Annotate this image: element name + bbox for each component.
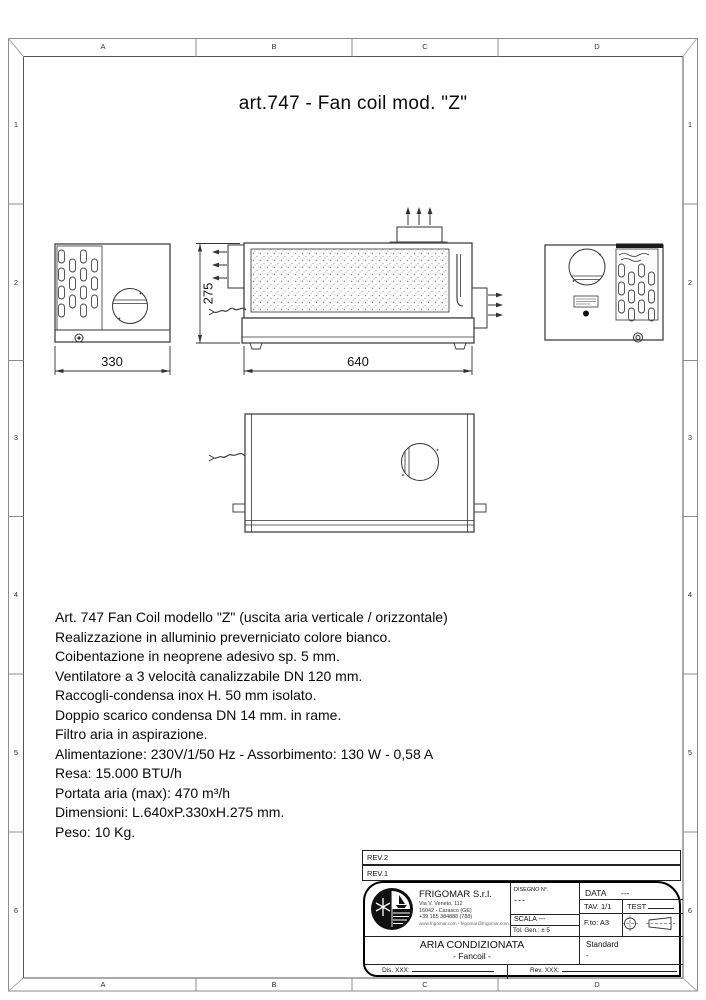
revision-row-1 xyxy=(362,865,681,881)
frame-row-label: 2 xyxy=(13,278,19,287)
spec-line: Portata aria (max): 470 m³/h xyxy=(55,784,231,801)
scala-field: SCALA --- xyxy=(514,916,546,923)
spec-line: Coibentazione in neoprene adesivo sp. 5 mm. xyxy=(55,648,340,664)
frame-col-label: B xyxy=(271,979,277,989)
spec-line: Dimensioni: L.640xP.330xH.275 mm. xyxy=(55,804,285,820)
company-phone: +39 185 384888 (788) xyxy=(419,914,473,920)
dis-field xyxy=(382,967,494,974)
spec-line: Filtro aria in aspirazione. xyxy=(55,726,208,742)
spec-line: Peso: 10 Kg. xyxy=(55,823,136,840)
frame-col-label: D xyxy=(594,979,600,989)
company-name: FRIGOMAR S.r.l. xyxy=(419,889,492,900)
frame-row-label: 1 xyxy=(13,120,19,129)
standard-field: Standard xyxy=(586,940,619,949)
frame-row-label: 3 xyxy=(13,433,19,442)
frame-row-label: 1 xyxy=(687,120,693,129)
tav-field: TAV. 1/1 xyxy=(584,902,612,911)
frame-row-label: 2 xyxy=(687,278,693,287)
revision-label: REV.2 xyxy=(367,853,388,862)
company-address-2: 16042 - Carasco (GE) xyxy=(419,907,472,914)
projection-symbol-icon xyxy=(621,914,677,933)
frame-col-label: C xyxy=(422,979,428,989)
test-field xyxy=(627,902,674,911)
spec-text-block xyxy=(55,608,505,842)
rev-field xyxy=(530,967,677,974)
bottom-view xyxy=(209,414,486,532)
company-address-1: Via V. Veneto, 112 xyxy=(419,901,463,907)
side-view-left xyxy=(55,244,170,342)
fto-field: F.to: A3 xyxy=(584,918,610,927)
spec-line: Ventilatore a 3 velocità canalizzabile DN 120 mm. xyxy=(55,667,363,684)
airflow-up-arrows xyxy=(406,207,433,225)
data-value: --- xyxy=(621,887,630,898)
frame-row-label: 5 xyxy=(13,748,19,757)
frame-row-label: 6 xyxy=(13,906,19,915)
disegno-value: --- xyxy=(514,895,526,905)
title-block xyxy=(363,881,681,977)
spec-line: Alimentazione: 230V/1/50 Hz - Assorbimento: 130 W - 0,58 A xyxy=(55,745,434,762)
side-view-right xyxy=(545,244,663,343)
company-web: www.frigomar.com - frigomar@frigomar.com xyxy=(419,921,509,926)
frame-row-label: 4 xyxy=(13,590,19,599)
standard-value: - xyxy=(586,951,589,960)
data-label: DATA xyxy=(585,887,607,898)
frame-col-label: A xyxy=(100,979,106,989)
frame-col-label: C xyxy=(422,42,428,51)
frame-row-label: 4 xyxy=(687,590,693,599)
dimension-height: 275 xyxy=(200,282,215,305)
frame-col-label: A xyxy=(100,42,106,51)
disegno-label: DISEGNO N°. xyxy=(514,887,549,893)
product-subtitle: - Fancoil - xyxy=(453,951,491,961)
frame-row-label: 5 xyxy=(687,748,693,757)
spec-line: Doppio scarico condensa DN 14 mm. in rame. xyxy=(55,706,342,723)
spec-line: Raccogli-condensa inox H. 50 mm isolato. xyxy=(55,687,317,703)
frame-col-label: D xyxy=(594,42,600,51)
test-label: TEST xyxy=(627,902,647,911)
rev-label: Rev. XXX: xyxy=(530,967,560,974)
product-title: ARIA CONDIZIONATA xyxy=(419,939,525,951)
spec-line: Art. 747 Fan Coil modello "Z" (uscita aria verticale / orizzontale) xyxy=(55,609,448,625)
dimension-width: 640 xyxy=(347,354,369,369)
front-view xyxy=(209,207,503,349)
tol-gen-field: Tol. Gen.: ± 5 xyxy=(513,927,550,934)
spec-line: Realizzazione in alluminio preverniciato colore bianco. xyxy=(55,628,392,645)
frame-row-label: 3 xyxy=(687,433,693,442)
revision-label: REV.1 xyxy=(367,869,388,878)
frigomar-logo xyxy=(370,887,414,931)
dis-label: Dis. XXX: xyxy=(382,967,410,974)
dimension-depth: 330 xyxy=(101,354,123,369)
airflow-right-arrows xyxy=(488,293,503,318)
frame-col-label: B xyxy=(271,42,277,51)
drawing-title: art.747 - Fan coil mod. "Z" xyxy=(238,93,468,114)
spec-line: Resa: 15.000 BTU/h xyxy=(55,765,182,781)
frame-row-label: 6 xyxy=(687,906,693,915)
revision-row-2 xyxy=(362,850,681,865)
